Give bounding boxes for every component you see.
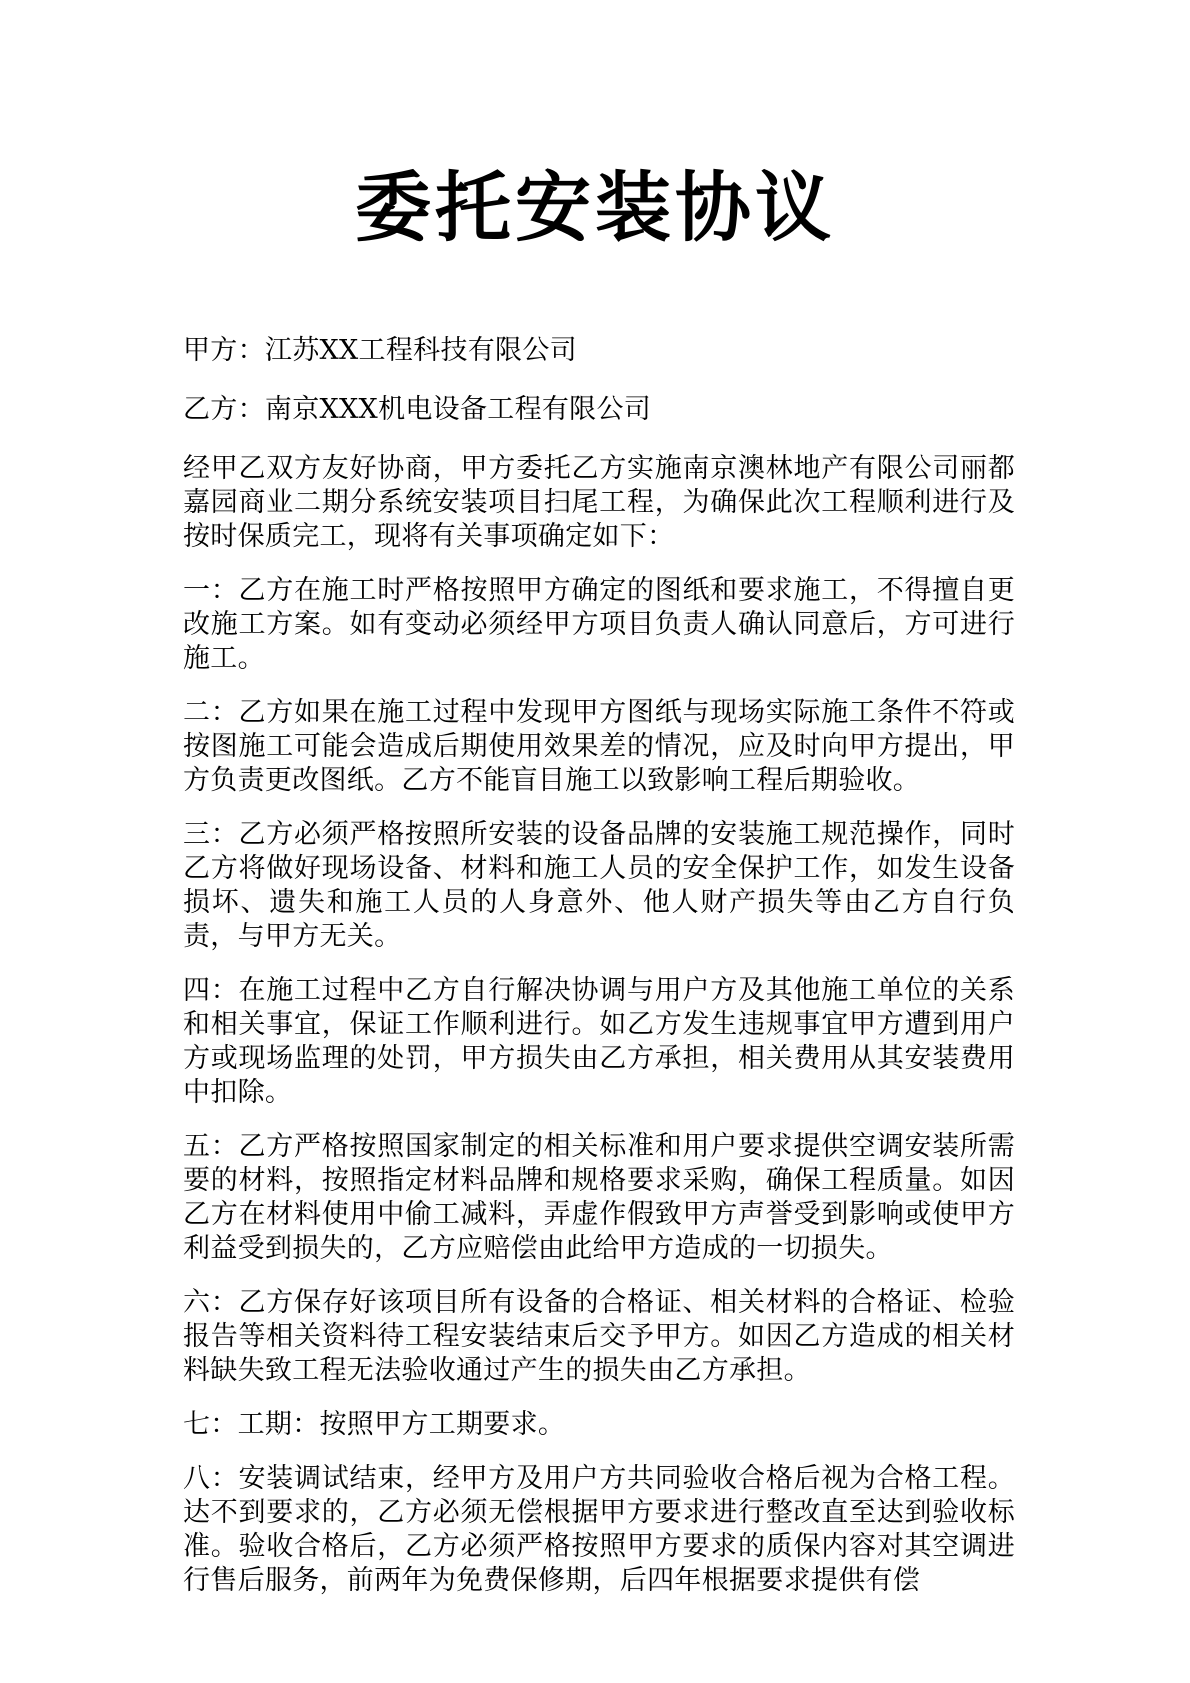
party-b: 乙方：南京XXX机电设备工程有限公司	[183, 394, 652, 425]
clause-6: 六：乙方保存好该项目所有设备的合格证、相关材料的合格证、检验报告等相关资料待工程安装结束后交予甲方。如因乙方造成的相关材料缺失致工程无法验收通过产生的损失由乙方承担。	[183, 1287, 1015, 1386]
party-a: 甲方：江苏XX工程科技有限公司	[183, 335, 577, 366]
clause-4: 四：在施工过程中乙方自行解决协调与用户方及其他施工单位的关系和相关事宜，保证工作顺利进行。如乙方发生违规事宜甲方遭到用户方或现场监理的处罚，甲方损失由乙方承担，相关费用从其安装费用中扣除。	[183, 975, 1015, 1108]
clause-8: 八：安装调试结束，经甲方及用户方共同验收合格后视为合格工程。达不到要求的，乙方必须无偿根据甲方要求进行整改直至达到验收标准。验收合格后，乙方必须严格按照甲方要求的质保内容对其空调进行售后服务，前两年为免费保修期，后四年根据要求提供有偿	[183, 1463, 1015, 1596]
clause-5: 五：乙方严格按照国家制定的相关标准和用户要求提供空调安装所需要的材料，按照指定材料品牌和规格要求采购，确保工程质量。如因乙方在材料使用中偷工减料，弄虚作假致甲方声誉受到影响或使甲方利益受到损失的，乙方应赔偿由此给甲方造成的一切损失。	[183, 1131, 1015, 1264]
clause-7: 七：工期：按照甲方工期要求。	[183, 1409, 566, 1440]
paragraph-intro: 经甲乙双方友好协商，甲方委托乙方实施南京澳林地产有限公司丽都嘉园商业二期分系统安装项目扫尾工程，为确保此次工程顺利进行及按时保质完工，现将有关事项确定如下：	[183, 453, 1015, 552]
clause-3: 三：乙方必须严格按照所安装的设备品牌的安装施工规范操作，同时乙方将做好现场设备、材料和施工人员的安全保护工作，如发生设备损坏、遗失和施工人员的人身意外、他人财产损失等由乙方自行负责，与甲方无关。	[183, 819, 1015, 952]
document-body	[183, 334, 1015, 1618]
clause-1: 一：乙方在施工时严格按照甲方确定的图纸和要求施工，不得擅自更改施工方案。如有变动必须经甲方项目负责人确认同意后，方可进行施工。	[183, 575, 1015, 674]
clause-2: 二：乙方如果在施工过程中发现甲方图纸与现场实际施工条件不符或按图施工可能会造成后期使用效果差的情况，应及时向甲方提出，甲方负责更改图纸。乙方不能盲目施工以致影响工程后期验收。	[183, 697, 1015, 796]
document-title: 委托安装协议	[355, 163, 835, 252]
